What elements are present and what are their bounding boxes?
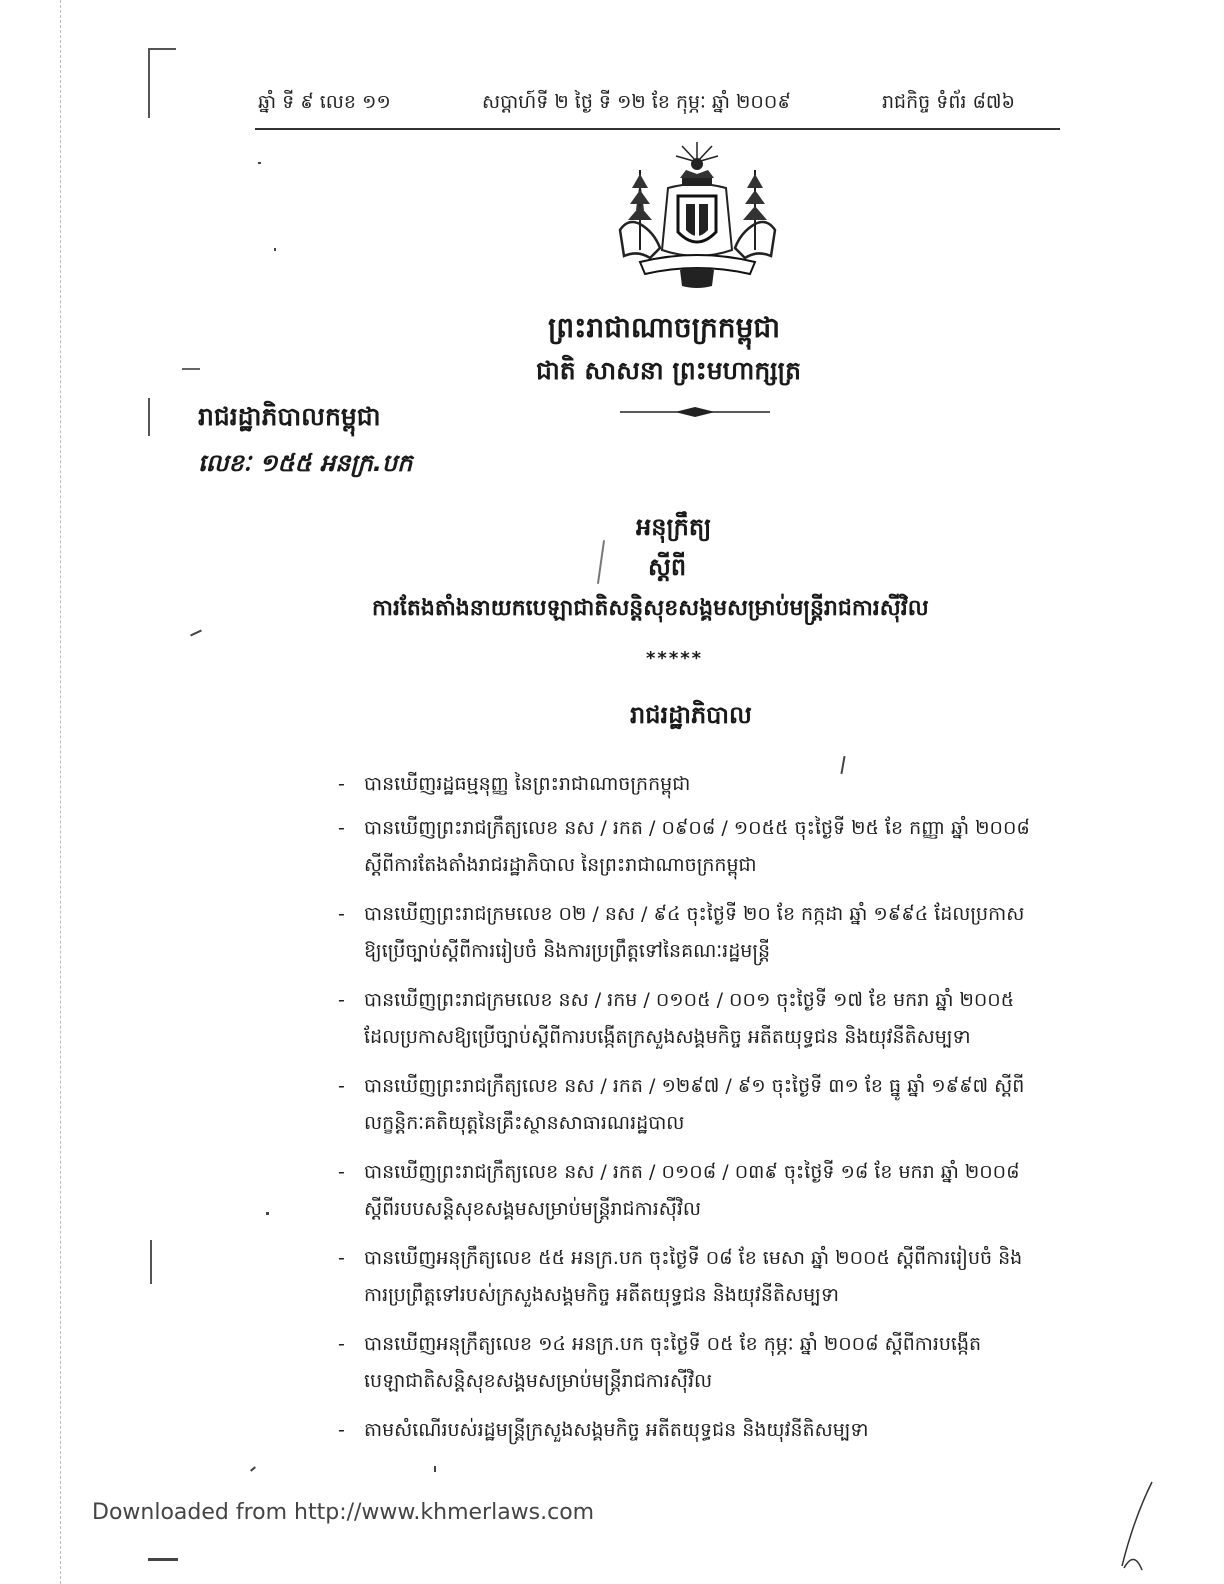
national-motto: ជាតិ សាសនា ព្រះមហាក្សត្រ [536, 356, 801, 385]
motto-ornament [620, 404, 770, 418]
issuer-name: រាជរដ្ឋាភិបាលកម្ពុជា [198, 402, 381, 431]
scan-speck [190, 630, 202, 637]
scan-mark-top-left [148, 48, 176, 50]
decree-separator: ***** [646, 648, 704, 669]
gazette-issue: ឆ្នាំ ទី ៩ លេខ ១១ [258, 91, 391, 113]
header-rule [255, 128, 1060, 130]
scan-speck [182, 368, 200, 370]
scan-mark-left-vertical-2 [148, 398, 150, 436]
gazette-date: សប្តាហ៍ទី ២ ថ្ងៃ ទី ១២ ខែ កុម្ភៈ ឆ្នាំ ២០០៩ [482, 91, 791, 113]
kingdom-name: ព្រះរាជាណាចក្រកម្ពុជា [548, 311, 781, 344]
scan-mark-left-vertical [148, 48, 150, 118]
scan-speck [274, 248, 276, 251]
scan-speck [250, 1466, 256, 1471]
signature-mark-icon [1112, 1478, 1172, 1578]
decree-about: ស្តីពី [648, 553, 687, 581]
issuer-number: លេខៈ ១៥៥ អនក្រ.បក [198, 449, 413, 477]
scan-speck [597, 540, 605, 584]
decree-type: អនុក្រឹត្យ [636, 513, 712, 541]
download-note: Downloaded from http://www.khmerlaws.com [92, 1500, 595, 1525]
scan-speck [266, 1212, 269, 1215]
decree-authority: រាជរដ្ឋាភិបាល [630, 701, 752, 729]
decree-title: ការតែងតាំងនាយកបេឡាជាតិសន្តិសុខសង្គមសម្រាប់មន្ត្រីរាជការស៊ីវិល [372, 596, 929, 621]
scan-speck [840, 756, 845, 774]
royal-coat-of-arms-icon [610, 140, 785, 295]
scan-mark-bottom [148, 1558, 178, 1561]
scan-speck [258, 162, 261, 164]
gazette-page: រាជកិច្ច ទំព័រ ៨៧៦ [882, 91, 1015, 113]
scan-speck [434, 1466, 436, 1472]
scan-edge-left [60, 0, 61, 1584]
scan-mark-left-vertical-3 [150, 1240, 152, 1284]
